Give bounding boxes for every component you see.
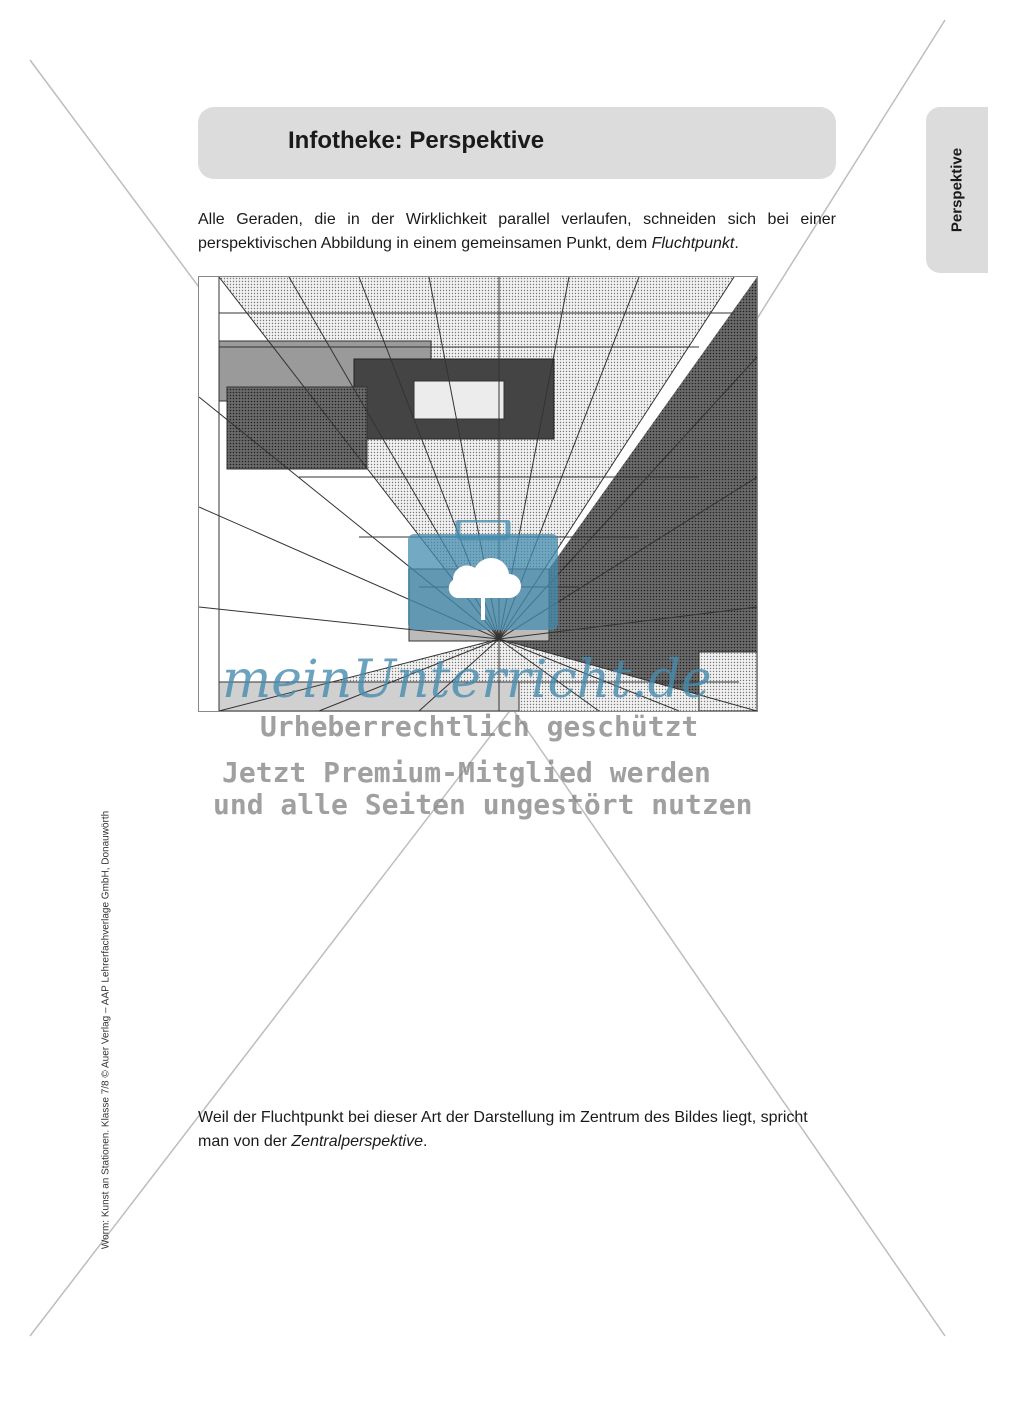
cloud-briefcase-icon — [408, 520, 558, 640]
watermark-line-3: und alle Seiten ungestört nutzen — [213, 788, 753, 821]
outro-emphasis: Zentralperspektive — [291, 1133, 424, 1150]
watermark-brand: meinUnterricht.de — [222, 650, 712, 710]
perspective-illustration — [198, 276, 758, 712]
copyright-note: Worm: Kunst an Stationen. Klasse 7/8 © Auer Verlag – AAP Lehrerfachverlage GmbH, Donauwörth — [100, 810, 112, 1250]
title-box — [198, 107, 836, 179]
page-title: Infotheke: Perspektive — [288, 127, 545, 154]
side-tab — [926, 107, 988, 273]
intro-paragraph: Alle Geraden, die in der Wirklichkeit parallel verlaufen, schneiden sich bei einer perspektivischen Abbildung in einem gemeinsamen Punkt, dem Fluchtpunkt. — [198, 211, 836, 252]
outro-paragraph: Weil der Fluchtpunkt bei dieser Art der Darstellung im Zentrum des Bildes liegt, spricht man von der Zentralperspektive. — [198, 1109, 808, 1150]
perspective-drawing-icon — [199, 277, 757, 711]
intro-emphasis: Fluchtpunkt — [651, 235, 735, 252]
watermark-line-1: Urheberrechtlich geschützt — [260, 710, 699, 743]
side-tab-label: Perspektive — [948, 147, 966, 233]
watermark-line-2: Jetzt Premium-Mitglied werden — [222, 756, 711, 789]
